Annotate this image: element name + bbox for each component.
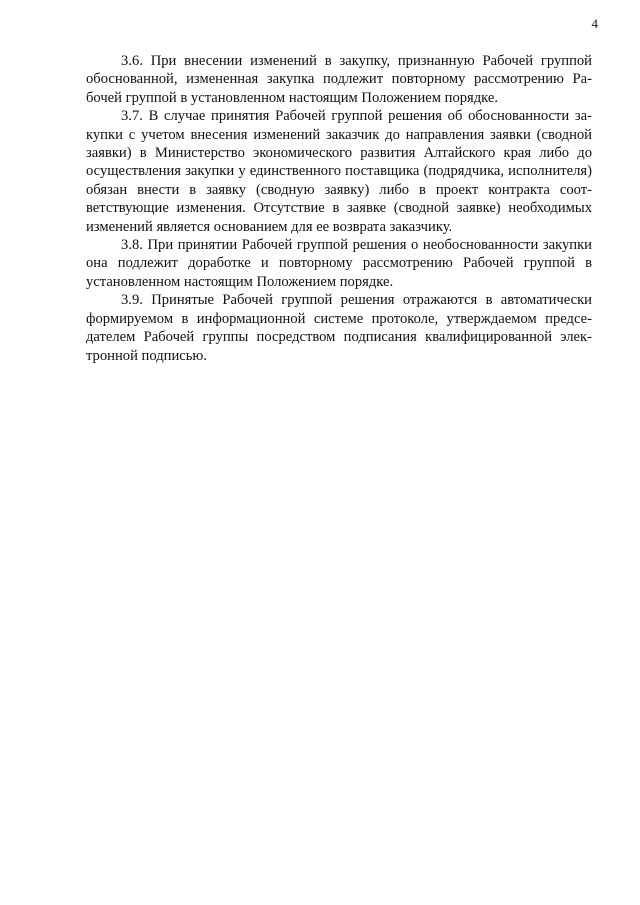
paragraph-3-6: 3.6. При внесении изменений в закупку, признанную Рабочей группой обоснованной, измененная закупка подлежит повторному рассмотрению Рабочей группой в установленном настоящим Положением порядке. [86, 53, 592, 106]
paragraph-3-8: 3.8. При принятии Рабочей группой решения о необоснованности закупки она подлежит доработке и повторному рассмотрению Рабочей группой в установленном настоящим Положением порядке. [86, 237, 592, 290]
page-number: 4 [591, 16, 598, 31]
paragraph-3-7: 3.7. В случае принятия Рабочей группой решения об обоснованности закупки с учетом внесения изменений заказчик до направления заявки (сводной заявки) в Министерство экономического развития Алтайского края либо до осуществления закупки у единственного поставщика (подрядчика, исполнителя) обязан внести в заявку (сводную заявку) либо в проект контракта соответствующие изменения. Отсутствие в заявке (сводной заявке) необходимых изменений является основанием для ее возврата заказчику. [86, 108, 592, 235]
document-body [86, 52, 592, 365]
paragraph-3-9: 3.9. Принятые Рабочей группой решения отражаются в автоматически формируемом в информационной системе протоколе, утверждаемом председателем Рабочей группы посредством подписания квалифицированной электронной подписью. [86, 292, 592, 364]
